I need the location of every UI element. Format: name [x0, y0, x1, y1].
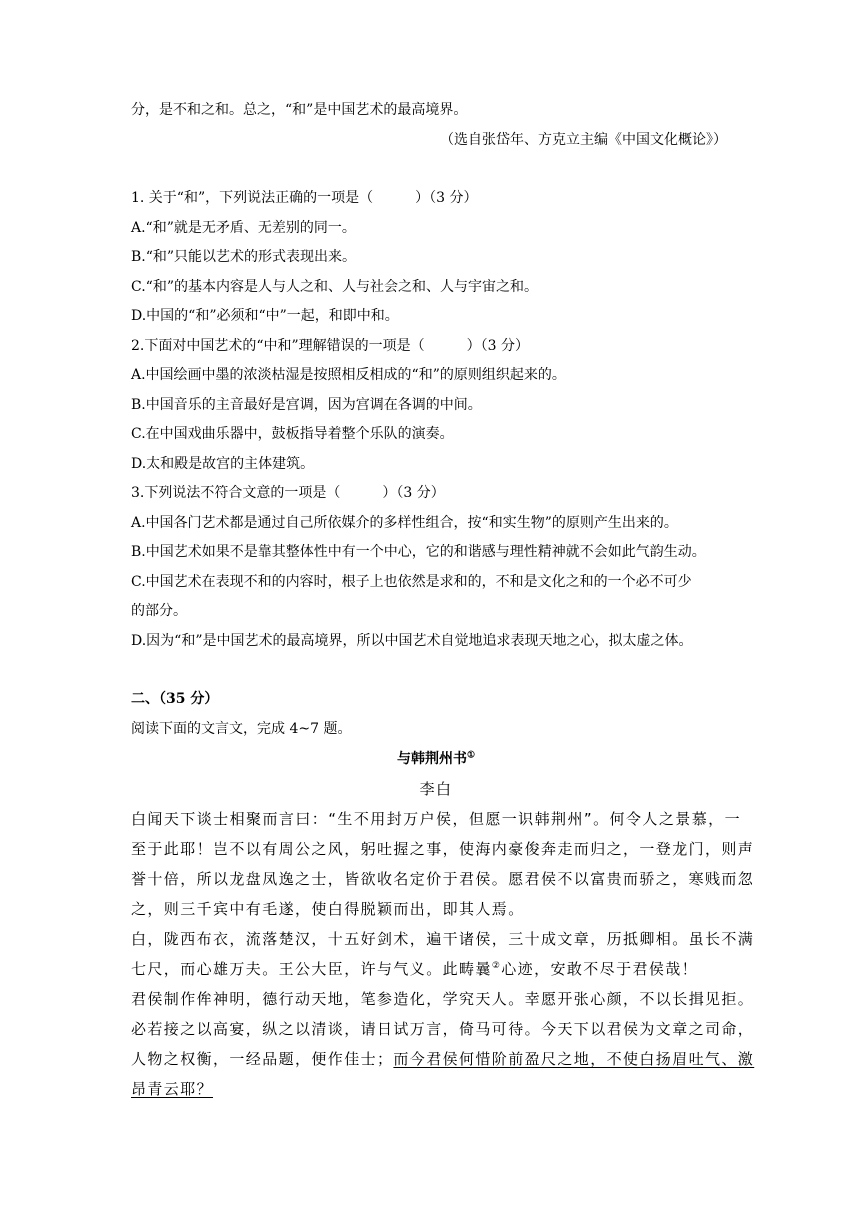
passage-line: 七尺，而心雄万夫。王公大臣，许与气义。此畴曩②心迹，安敢不尽于君侯哉！	[131, 960, 699, 978]
passage-line: 人物之权衡，一经品题，便作佳士；而今君侯何惜阶前盈尺之地，不使白扬眉吐气、激	[131, 1050, 755, 1068]
question-3-option-d: D.因为“和”是中国艺术的最高境界，所以中国艺术自觉地追求表现天地之心，拟太虚之体。	[131, 632, 693, 649]
underlined-sentence: 昂青云耶？	[131, 1080, 214, 1098]
passage-line: 必若接之以高宴，纵之以清谈，请日试万言，倚马可待。今天下以君侯为文章之司命，	[131, 1020, 755, 1038]
passage-line	[131, 1074, 741, 1104]
question-1-option-c: C.“和”的基本内容是人与人之和、人与社会之和、人与宇宙之和。	[131, 278, 538, 295]
question-1-option-b: B.“和”只能以艺术的形式表现出来。	[131, 249, 357, 265]
question-3-option-c: C.中国艺术在表现不和的内容时，根子上也依然是求和的，不和是文化之和的一个必不可少	[131, 573, 692, 590]
underlined-sentence: 而今君侯何惜阶前盈尺之地，不使白扬眉吐气、激	[393, 1050, 755, 1068]
question-3-option-a: A.中国各门艺术都是通过自己所依媒介的多样性组合，按“和实生物”的原则产生出来的。	[131, 514, 678, 531]
question-2-option-d: D.太和殿是故宫的主体建筑。	[131, 455, 315, 472]
question-2-stem: 2.下面对中国艺术的“中和”理解错误的一项是（ ）（3 分）	[131, 337, 530, 354]
text-line: 分，是不和之和。总之，“和”是中国艺术的最高境界。	[131, 102, 468, 118]
question-3-option-b: B.中国艺术如果不是靠其整体性中有一个中心，它的和谐感与理性精神就不会如此气韵生动。	[131, 544, 706, 560]
section-heading: 二、（35 分）	[131, 691, 219, 707]
spacer	[131, 656, 741, 685]
document-page	[131, 96, 755, 1104]
passage-line: 之，则三千宾中有毛遂，使白得脱颖而出，即其人焉。	[131, 900, 525, 918]
question-3-option-c-cont: 的部分。	[131, 603, 187, 619]
footnote-marker: ②	[491, 961, 502, 971]
passage-title: 与韩荆州书①	[396, 750, 476, 767]
passage-line: 白，陇西布衣，流落楚汉，十五好剑术，遍干诸侯，三十成文章，历抵卿相。虽长不满	[131, 930, 755, 948]
question-2-option-c: C.在中国戏曲乐器中，鼓板指导着整个乐队的演奏。	[131, 426, 454, 442]
source-citation: （选自张岱年、方克立主编《中国文化概论》）	[440, 131, 727, 148]
section-instruction: 阅读下面的文言文，完成 4~7 题。	[131, 720, 352, 737]
passage-line: 白闻天下谈士相聚而言曰：“生不用封万户侯，但愿一识韩荆州”。何令人之景慕，一	[131, 810, 741, 828]
question-1-option-a: A.“和”就是无矛盾、无差别的同一。	[131, 219, 356, 236]
footnote-marker: ①	[466, 750, 476, 761]
passage-author: 李白	[419, 780, 453, 798]
passage-line: 誉十倍，所以龙盘凤逸之士，皆欲收名定价于君侯。愿君侯不以富贵而骄之，寒贱而忽	[131, 870, 755, 888]
spacer	[131, 155, 741, 184]
question-3-stem: 3.下列说法不符合文意的一项是（ ）（3 分）	[131, 485, 445, 501]
passage-line: 君侯制作侔神明，德行动天地，笔参造化，学究天人。幸愿开张心颜，不以长揖见拒。	[131, 990, 755, 1008]
question-1-option-d: D.中国的“和”必须和“中”一起，和即中和。	[131, 308, 399, 324]
question-1-stem: 1. 关于“和”，下列说法正确的一项是（ ）（3 分）	[131, 190, 478, 206]
passage-line: 至于此耶！岂不以有周公之风，躬吐握之事，使海内豪俊奔走而归之，一登龙门，则声	[131, 840, 755, 858]
question-2-option-a: A.中国绘画中墨的浓淡枯湿是按照相反相成的“和”的原则组织起来的。	[131, 367, 566, 383]
question-2-option-b: B.中国音乐的主音最好是宫调，因为宫调在各调的中间。	[131, 396, 482, 413]
